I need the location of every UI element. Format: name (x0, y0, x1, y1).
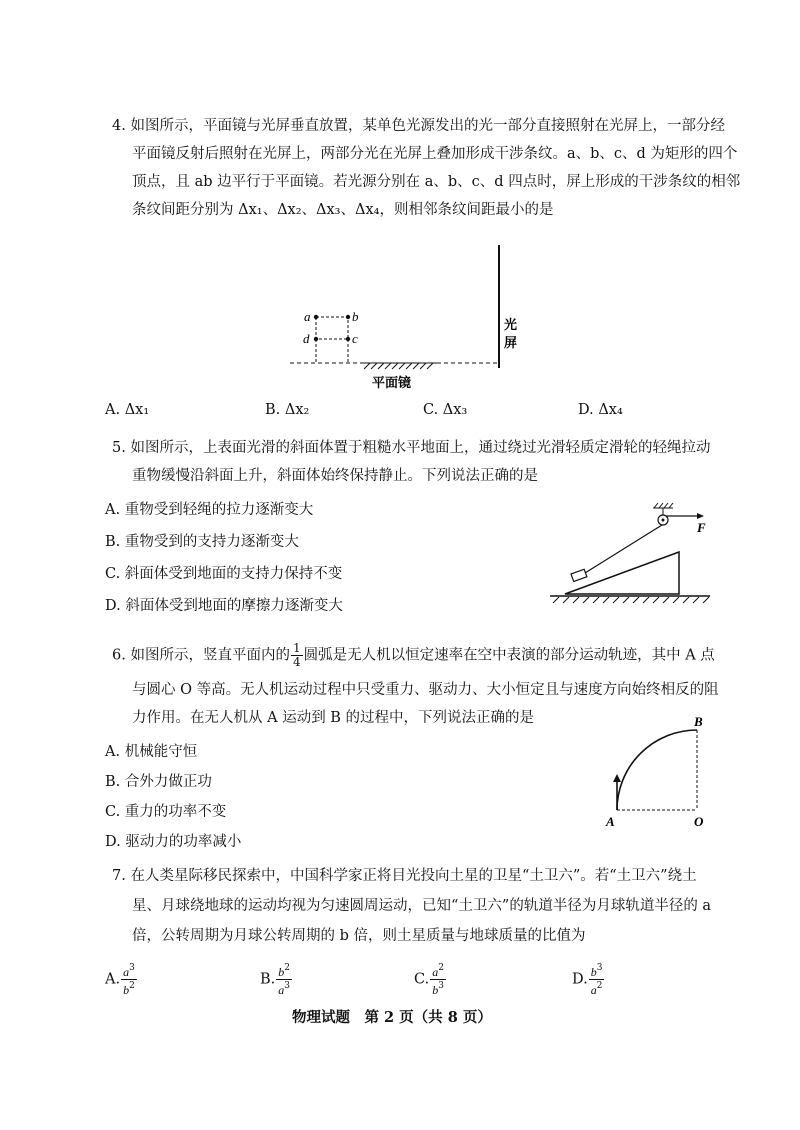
q6-line1-post: 圆弧是无人机以恒定速率在空中表演的部分运动轨迹，其中 A 点 (303, 647, 715, 664)
q5-option-d: D. 斜面体受到地面的摩擦力逐渐变大 (105, 598, 343, 614)
point-b (346, 315, 350, 319)
q6-option-c: C. 重力的功率不变 (105, 804, 227, 820)
quarter-arc (617, 730, 697, 810)
q5-option-b: B. 重物受到的支持力逐渐变大 (105, 534, 299, 550)
rope-incline (585, 525, 662, 573)
mirror-hatch (362, 363, 440, 369)
q6-option-a: A. 机械能守恒 (105, 744, 198, 760)
force-arrowhead (697, 513, 704, 519)
label-b: b (352, 309, 359, 324)
ground-hatch (553, 597, 709, 603)
q4-option-c: C. Δx₃ (423, 402, 468, 418)
q6-line1 (112, 642, 715, 669)
q4-line4: 条纹间距分别为 Δx₁、Δx₂、Δx₃、Δx₄，则相邻条纹间距最小的是 (132, 202, 554, 218)
mirror-label: 平面镜 (372, 375, 412, 390)
q4-line3: 顶点，且 ab 边平行于平面镜。若光源分别在 a、b、c、d 四点时，屏上形成的干涉条纹的相邻 (132, 174, 741, 190)
q6-line3: 力作用。在无人机从 A 运动到 B 的过程中，下列说法正确的是 (132, 710, 535, 726)
label-O: O (694, 814, 704, 829)
q7-option-d: D. $\frac{b^3}{a^2}$ (572, 963, 603, 997)
q4-option-a: A. Δx₁ (105, 402, 150, 418)
q7-line3: 倍，公转周期为月球公转周期的 b 倍，则土星质量与地球质量的比值为 (132, 928, 586, 944)
q6-figure (600, 710, 710, 830)
q7-option-b: B. $\frac{b^2}{a^3}$ (260, 963, 290, 997)
point-c (346, 337, 350, 341)
q4-option-d: D. Δx₄ (578, 402, 623, 418)
q5-line1: 5. 如图所示，上表面光滑的斜面体置于粗糙水平地面上，通过绕过光滑轻质定滑轮的轻绳拉动 (112, 440, 711, 456)
ceiling-hatch (653, 503, 673, 508)
q7-option-a: A. $\frac{a^3}{b^2}$ (105, 963, 135, 997)
screen-label-1: 光 (504, 317, 518, 332)
q7-line2: 星、月球绕地球的运动均视为匀速圆周运动，已知“土卫六”的轨道半径为月球轨道半径的 a (132, 898, 712, 914)
q6-option-d: D. 驱动力的功率减小 (105, 834, 242, 850)
q4-line2: 平面镜反射后照射在光屏上，两部分光在光屏上叠加形成干涉条纹。a、b、c、d 为矩形的四个 (132, 146, 738, 162)
label-a: a (304, 309, 311, 324)
label-A: A (606, 814, 615, 829)
point-d (314, 337, 318, 341)
fraction-numerator: 1 (292, 641, 301, 655)
quarter-fraction (291, 642, 303, 669)
velocity-arrowhead (613, 774, 621, 782)
q4-figure (280, 235, 540, 395)
force-label: F (697, 520, 706, 535)
point-a (314, 315, 318, 319)
weight-block (571, 569, 587, 581)
q6-line2: 与圆心 O 等高。无人机运动过程中只受重力、驱动力、大小恒定且与速度方向始终相反的阻 (132, 682, 719, 698)
rectangle-abcd (316, 317, 348, 339)
q5-figure (545, 500, 715, 610)
q7-line1: 7. 在人类星际移民探索中，中国科学家正将目光投向土星的卫星“土卫六”。若“土卫六”绕土 (112, 868, 697, 884)
q7-option-c: C. $\frac{a^2}{b^3}$ (414, 963, 444, 997)
q6-option-b: B. 合外力做正功 (105, 774, 212, 790)
label-d: d (303, 331, 310, 346)
label-c: c (352, 331, 358, 346)
q4-line1: 4. 如图所示，平面镜与光屏垂直放置，某单色光源发出的光一部分直接照射在光屏上，一部分经 (112, 118, 725, 134)
q6-line1-pre: 6. 如图所示，竖直平面内的 (112, 647, 290, 664)
q4-option-b: B. Δx₂ (265, 402, 310, 418)
q5-option-a: A. 重物受到轻绳的拉力逐渐变大 (105, 502, 314, 518)
label-B: B (694, 714, 703, 729)
fraction-denominator: 4 (292, 655, 301, 669)
screen-label-2: 屏 (504, 335, 518, 350)
q5-line2: 重物缓慢沿斜面上升，斜面体始终保持静止。下列说法正确的是 (132, 468, 538, 484)
q5-option-c: C. 斜面体受到地面的支持力保持不变 (105, 566, 343, 582)
page-footer: 物理试题 第 2 页（共 8 页） (292, 1009, 492, 1026)
